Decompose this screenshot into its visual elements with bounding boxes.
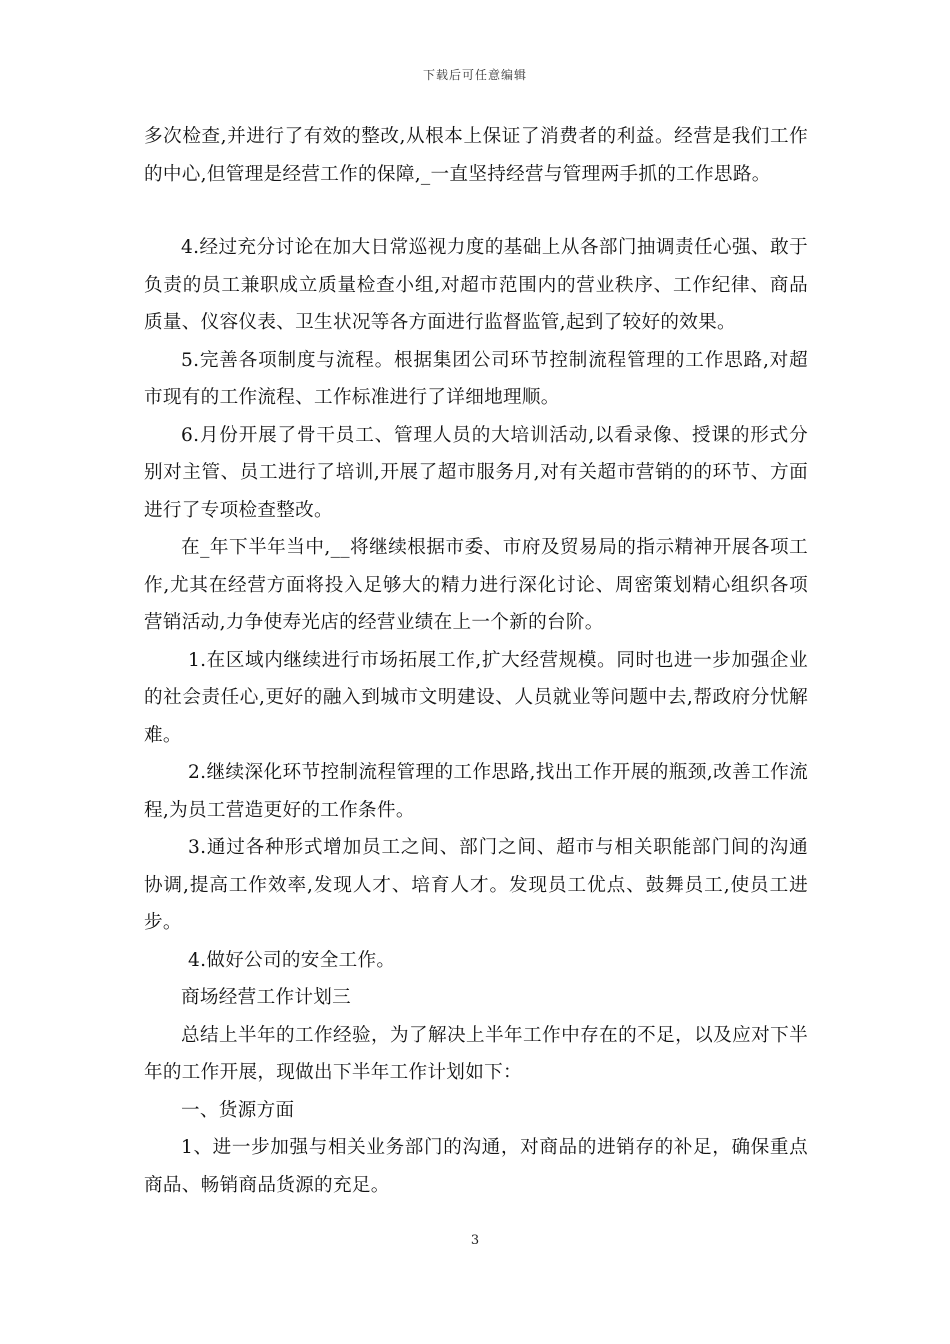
paragraph-plan-item-2: 2.继续深化环节控制流程管理的工作思路,找出工作开展的瓶颈,改善工作流程,为员工营造更好的工作条件。 [144, 762, 808, 821]
paragraph-plan-item-4: 4.做好公司的安全工作。 [188, 949, 396, 971]
paragraph-plan-item-3: 3.通过各种形式增加员工之间、部门之间、超市与相关职能部门间的沟通协调,提高工作效率,发现人才、培育人才。发现员工优点、鼓舞员工,使员工进步。 [144, 837, 808, 933]
page-number: 3 [470, 1233, 480, 1248]
paragraph-continuation: 多次检查,并进行了有效的整改,从根本上保证了消费者的利益。经营是我们工作的中心,但管理是经营工作的保障,_一直坚持经营与管理两手抓的工作思路。 [144, 126, 808, 185]
section-heading-plan-three: 商场经营工作计划三 [181, 987, 352, 1008]
paragraph-gap [144, 193, 808, 229]
page-header: 下载后可任意编辑 [422, 68, 527, 82]
paragraph-item-5-process: 5.完善各项制度与流程。根据集团公司环节控制流程管理的工作思路,对超市现有的工作流程、工作标准进行了详细地理顺。 [144, 349, 808, 408]
document-body [144, 118, 808, 1204]
subheading-supply: 一、货源方面 [181, 1099, 295, 1121]
paragraph-summary-intro: 总结上半年的工作经验，为了解决上半年工作中存在的不足，以及应对下半年的工作开展，现做出下半年工作计划如下： [144, 1024, 808, 1083]
paragraph-second-half-plan: 在_年下半年当中,__将继续根据市委、市府及贸易局的指示精神开展各项工作,尤其在经营方面将投入足够大的精力进行深化讨论、周密策划精心组织各项营销活动,力争使寿光店的经营业绩在上一个新的台阶。 [144, 537, 808, 633]
paragraph-item-4-quality: 4.经过充分讨论在加大日常巡视力度的基础上从各部门抽调责任心强、敢于负责的员工兼职成立质量检查小组,对超市范围内的营业秩序、工作纪律、商品质量、仪容仪表、卫生状况等各方面进行监督监管,起到了较好的效果。 [144, 237, 808, 333]
paragraph-item-6-training: 6.月份开展了骨干员工、管理人员的大培训活动,以看录像、授课的形式分别对主管、员工进行了培训,开展了超市服务月,对有关超市营销的的环节、方面进行了专项检查整改。 [144, 424, 808, 521]
paragraph-supply-item-1: 1、进一步加强与相关业务部门的沟通，对商品的进销存的补足，确保重点商品、畅销商品货源的充足。 [144, 1137, 808, 1196]
paragraph-plan-item-1: 1.在区域内继续进行市场拓展工作,扩大经营规模。同时也进一步加强企业的社会责任心,更好的融入到城市文明建设、人员就业等问题中去,帮政府分忧解难。 [144, 649, 808, 746]
